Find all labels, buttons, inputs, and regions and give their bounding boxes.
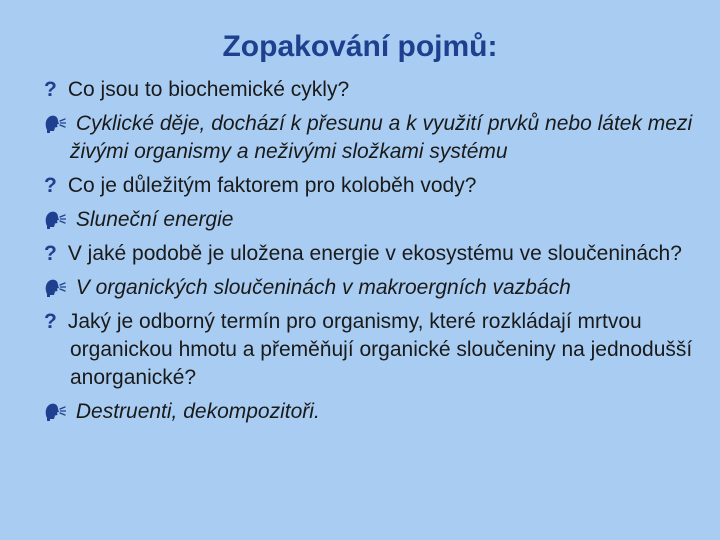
answer-text: Destruenti, dekompozitoři. <box>75 400 320 423</box>
question-text: Co jsou to biochemické cykly? <box>67 78 350 101</box>
question-answer-list <box>44 76 694 432</box>
answer-item <box>44 274 694 302</box>
question-mark: ? <box>44 242 57 265</box>
question-mark: ? <box>44 310 57 333</box>
answer-text: Sluneční energie <box>75 208 234 231</box>
speaking-head-icon <box>44 210 70 230</box>
question-mark: ? <box>44 78 57 101</box>
speaking-head-icon <box>44 402 70 422</box>
answer-item <box>44 110 694 166</box>
question-text: Jaký je odborný termín pro organismy, které rozkládají mrtvou organickou hmotu a přeměňují organické sloučeniny na jednodušší anorganické? <box>67 310 693 389</box>
answer-text: V organických sloučeninách v makroergních vazbách <box>75 276 571 299</box>
answer-item <box>44 206 694 234</box>
speaking-head-icon <box>44 114 70 134</box>
slide-title: Zopakování pojmů: <box>222 30 498 63</box>
question-item <box>44 240 694 268</box>
question-mark: ? <box>44 174 57 197</box>
question-item <box>44 308 694 392</box>
question-text: V jaké podobě je uložena energie v ekosystému ve sloučeninách? <box>67 242 682 265</box>
question-item <box>44 76 694 104</box>
question-item <box>44 172 694 200</box>
answer-item <box>44 398 694 426</box>
question-text: Co je důležitým faktorem pro koloběh vody? <box>67 174 477 197</box>
speaking-head-icon <box>44 278 70 298</box>
answer-text: Cyklické děje, dochází k přesunu a k využití prvků nebo látek mezi živými organismy a neživými složkami systému <box>70 112 693 163</box>
